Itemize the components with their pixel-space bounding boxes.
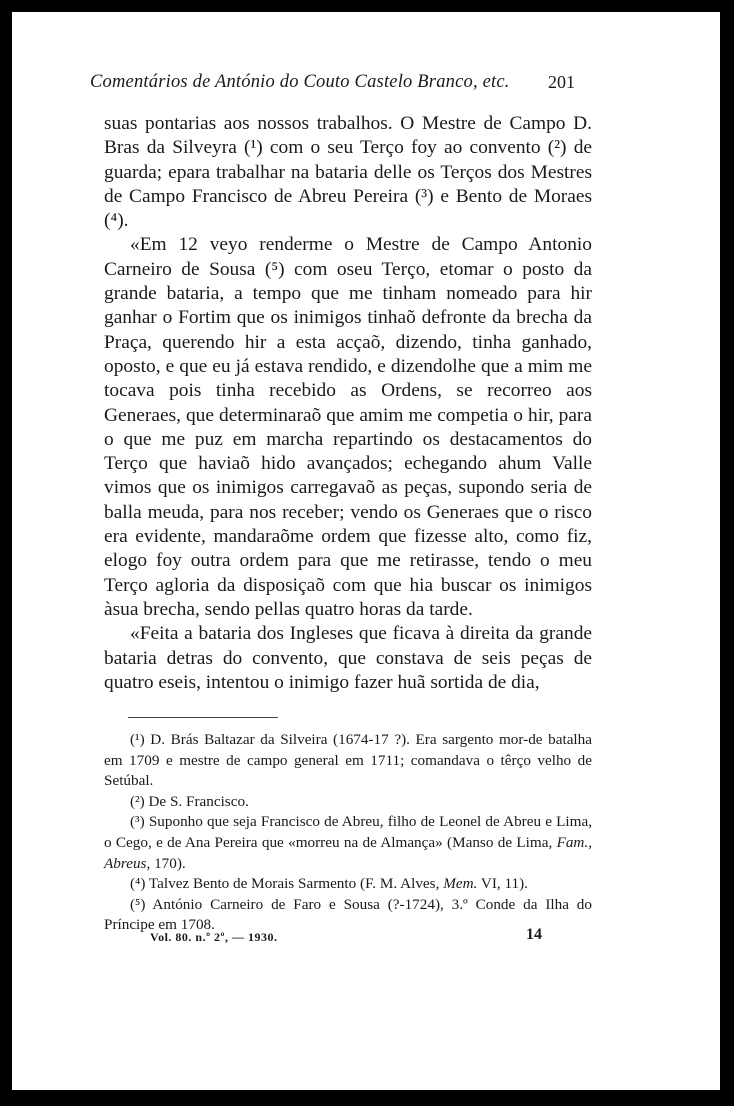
book-page bbox=[12, 12, 720, 1090]
footnote-text: 170). bbox=[150, 854, 186, 872]
body-paragraph: «Feita a bataria dos Ingleses que ficava à direita da grande bataria detras do convento, que constava de seis peças de quatro eseis, intentou o inimigo fazer huã sortida de dia, bbox=[104, 623, 592, 693]
footnote-text: VI, 11). bbox=[477, 875, 528, 893]
footnote bbox=[104, 874, 592, 895]
body-paragraph: «Em 12 veyo renderme o Mestre de Campo Antonio Carneiro de Sousa (⁵) com oseu Terço, etomar o posto da grande bataria, a tempo que me tinham nomeado para hir ganhar o Fortim que os inimigos tinhaõ defronte da brecha da Praça, querendo hir a esta acçaõ, dizendo, tinha ganhado, oposto, e que eu já estava rendido, e dizendolhe que a mim me tocava pois tinha recebido as Ordens, se recorreo aos Generaes, que determinaraõ que amim me competia o hir, para o que me puz em marcha repartindo os destacamentos do Terço que haviaõ hido avançados; echegando ahum Valle vimos que os inimigos carregavaõ as peças, supondo seria de balla meuda, para nos receber; vendo os Generaes que o risco era evidente, mandaraõme ordem que fizesse alto, como fiz, elogo foy outra ordem para que me retirasse, tendo o meu Terço agloria da disposiçaõ com que hia buscar os inimigos àsua brecha, sendo pellas quatro horas da tarde. bbox=[104, 234, 592, 620]
footnote-text: (³) Suponho que seja Francisco de Abreu, filho de Leonel de Abreu e Lima, o Cego, e de Ana Pereira que «morreu na de Almança» (Manso de Lima, bbox=[104, 813, 592, 851]
volume-line: Vol. 80. n.º 2º, — 1930. bbox=[150, 930, 278, 944]
footnote-text: (⁴) Talvez Bento de Morais Sarmento (F. M. Alves, bbox=[130, 875, 444, 893]
main-text bbox=[104, 112, 592, 695]
running-title: Comentários de António do Couto Castelo Branco, etc. bbox=[90, 72, 510, 92]
footnote: (²) De S. Francisco. bbox=[130, 792, 249, 810]
footnotes bbox=[104, 730, 592, 936]
footnote-citation: Fam., Abreus, bbox=[104, 833, 592, 872]
footnote-citation: Mem. bbox=[443, 875, 478, 893]
body-paragraph: suas pontarias aos nossos trabalhos. O Mestre de Campo D. Bras da Silveyra (¹) com o seu Terço foy ao convento (²) de guarda; epara trabalhar na bataria delle os Terços dos Mestres de Campo Francisco de Abreu Pereira (³) e Bento de Moraes (⁴). bbox=[104, 113, 592, 232]
page-number: 201 bbox=[548, 72, 575, 92]
footnote-separator bbox=[128, 717, 278, 718]
footnote: (¹) D. Brás Baltazar da Silveira (1674-17 ?). Era sargento mor-de batalha em 1709 e mestre de campo general em 1711; comandava o têrço velho de Setúbal. bbox=[104, 731, 592, 790]
footnote bbox=[104, 812, 592, 874]
footnote: (⁵) António Carneiro de Faro e Sousa (?-1724), 3.º Conde da Ilha do Príncipe em 1708. bbox=[104, 895, 592, 934]
signature-mark: 14 bbox=[526, 926, 542, 943]
